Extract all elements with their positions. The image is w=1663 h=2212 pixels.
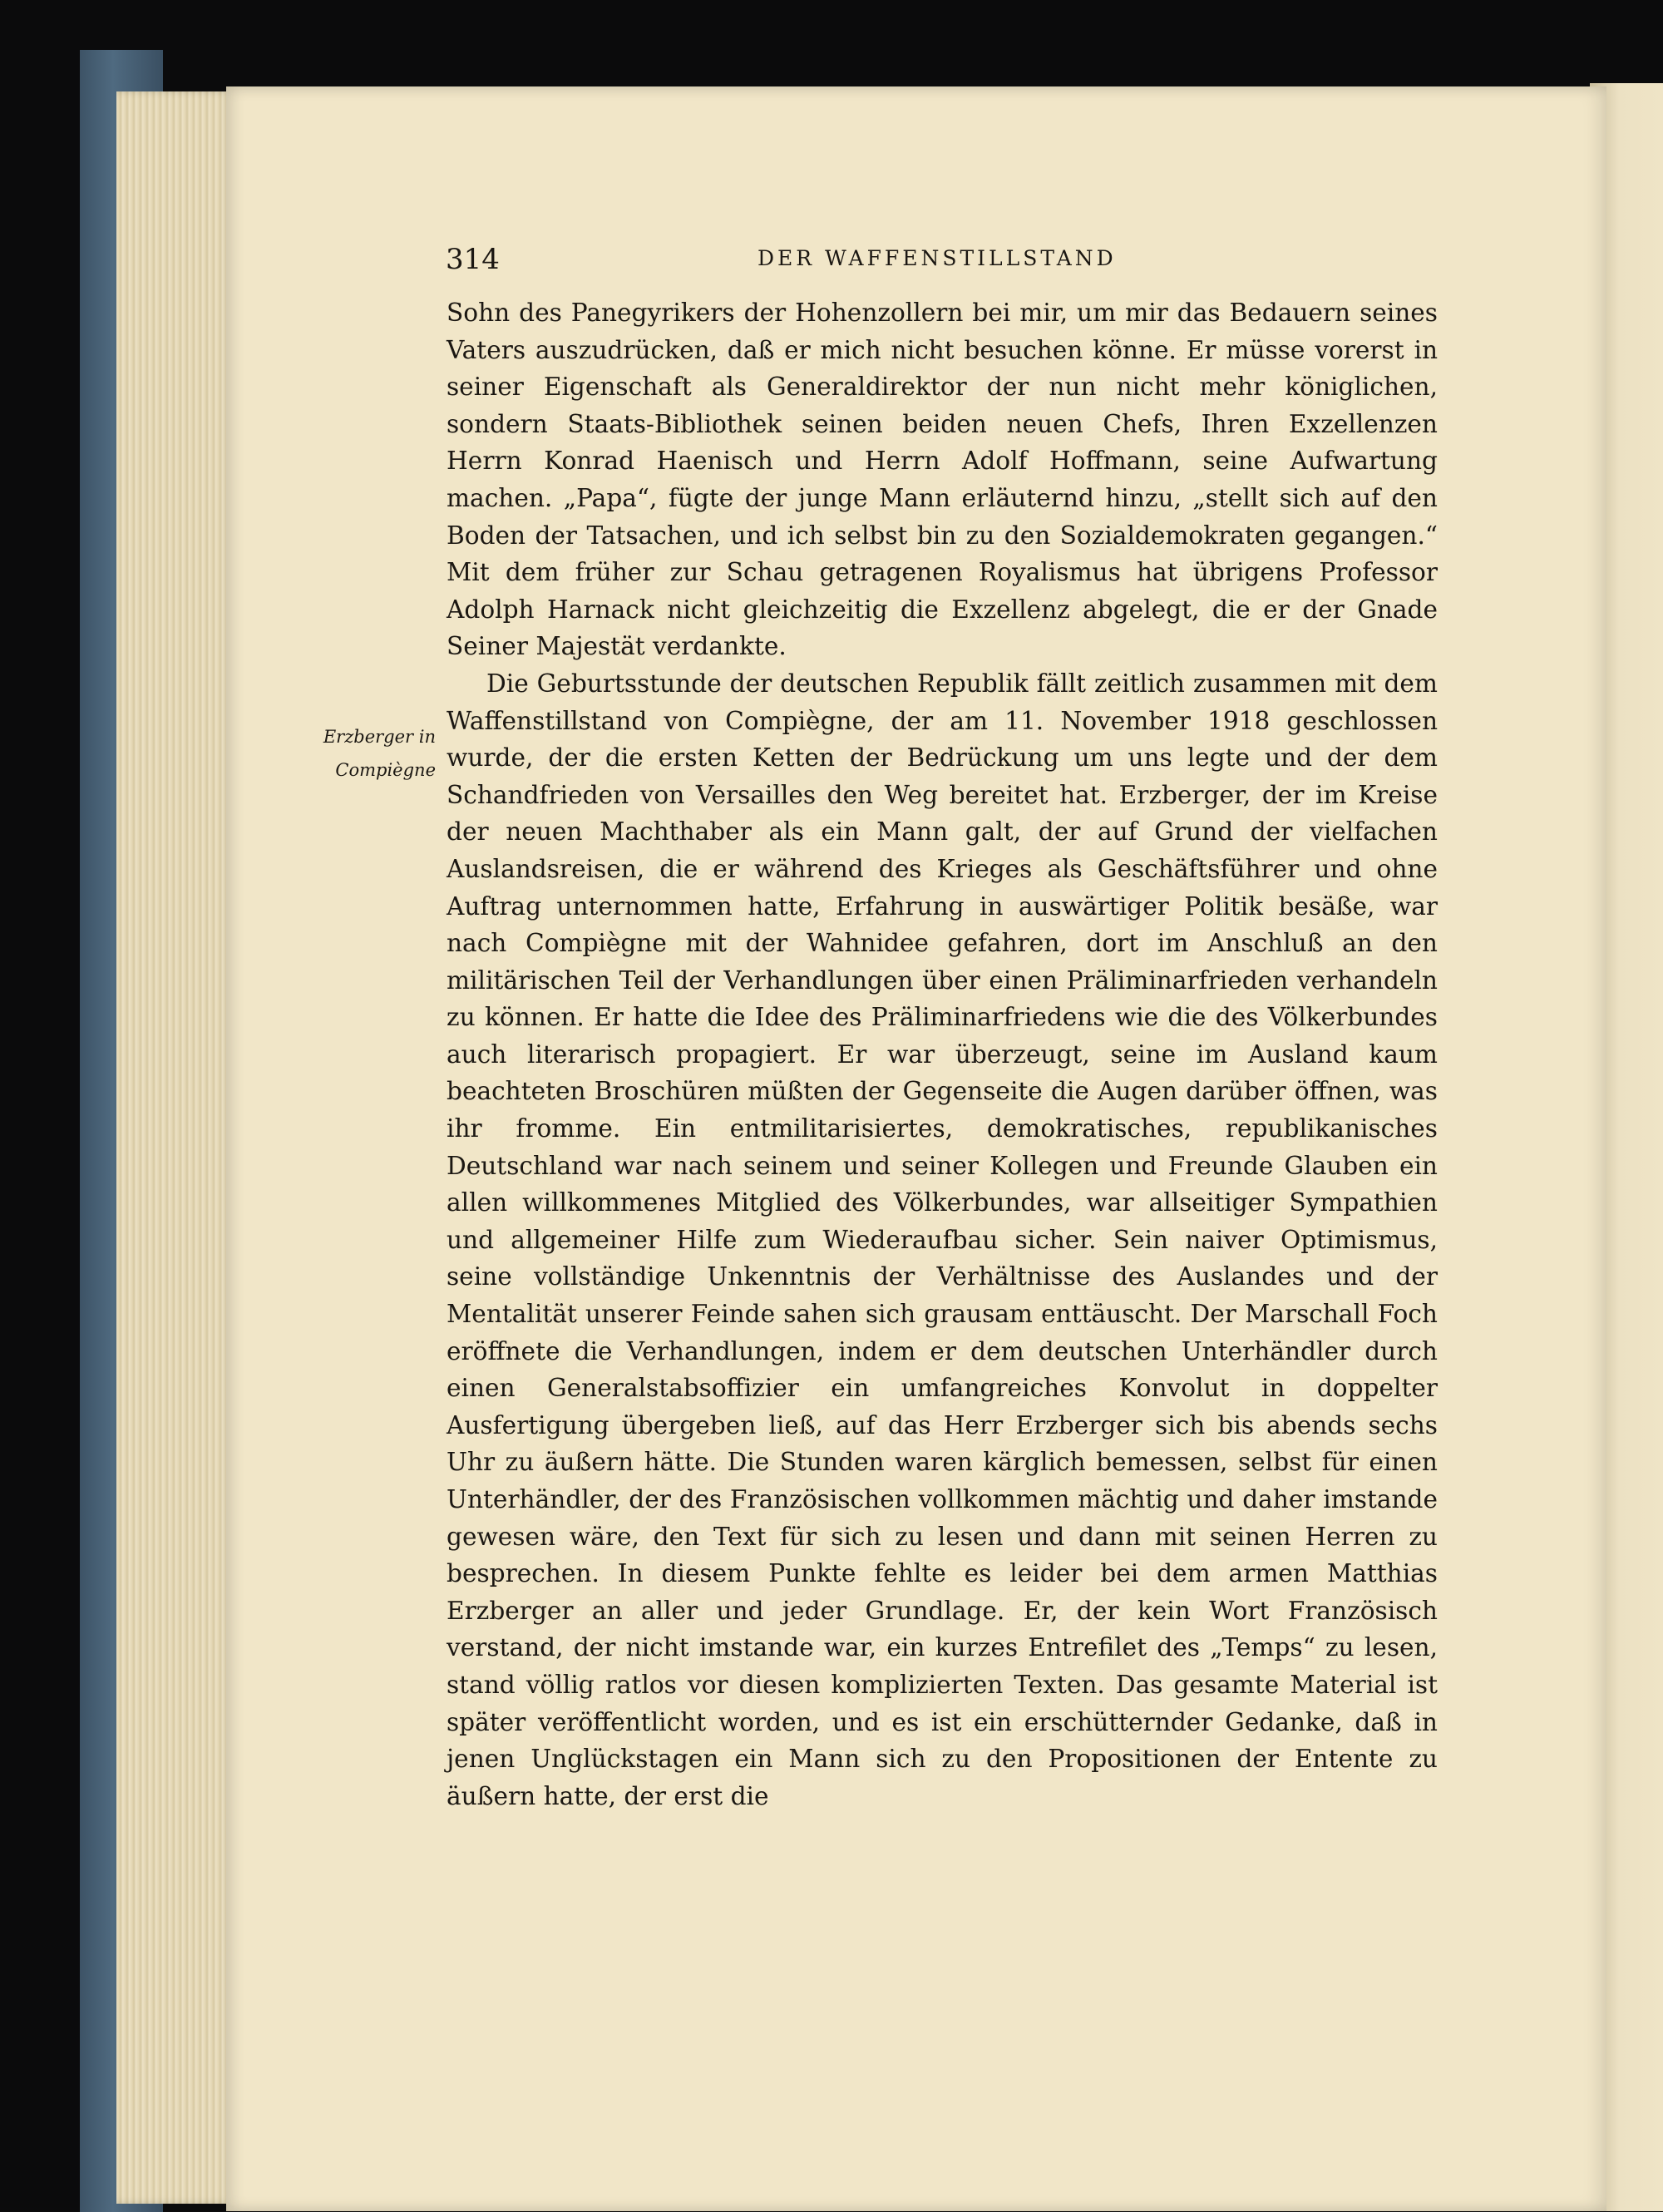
page-number: 314 bbox=[446, 243, 500, 276]
body-text bbox=[447, 294, 1438, 1815]
paragraph-1: Sohn des Panegyrikers der Hohenzollern bei mir, um mir das Bedauern seines Vaters auszudrücken, daß er mich nicht besuchen könne. Er müsse vorerst in seiner Eigenschaft als Generaldirektor der nun nicht mehr königlichen, sondern Staats-Bibliothek seinen beiden neuen Chefs, Ihren Exzellenzen Herrn Konrad Haenisch und Herrn Adolf Hoffmann, seine Aufwartung machen. „Papa“, fügte der junge Mann erläuternd hinzu, „stellt sich auf den Boden der Tatsachen, und ich selbst bin zu den Sozialdemokraten gegangen.“ Mit dem früher zur Schau getragenen Royalismus hat übrigens Professor Adolph Harnack nicht gleichzeitig die Exzellenz abgelegt, die er der Gnade Seiner Majestät verdankte. bbox=[447, 299, 1438, 661]
marginal-note bbox=[264, 720, 436, 787]
marginal-note-line-2: Compiègne bbox=[335, 760, 436, 780]
marginal-note-line-1: Erzberger in bbox=[323, 727, 436, 747]
paragraph-2: Die Geburtsstunde der deutschen Republik fällt zeitlich zusammen mit dem Waffenstillstand von Compiègne, der am 11. November 1918 geschlossen wurde, der die ersten Ketten der Bedrückung um uns legte und der dem Schandfrieden von Versailles den Weg bereitet hat. Erzberger, der im Kreise der neuen Machthaber als ein Mann galt, der auf Grund der vielfachen Auslandsreisen, die er während des Krieges als Geschäftsführer und ohne Auftrag unternommen hatte, Erfahrung in auswärtiger Politik besäße, war nach Compiègne mit der Wahnidee gefahren, dort im Anschluß an den militärischen Teil der Verhandlungen über einen Präliminarfrieden verhandeln zu können. Er hatte die Idee des Präliminarfriedens wie die des Völkerbundes auch literarisch propagiert. Er war überzeugt, seine im Ausland kaum beachteten Broschüren müßten der Gegenseite die Augen darüber öffnen, was ihr fromme. Ein entmilitarisiertes, demokratisches, republikanisches Deutschland war nach seinem und seiner Kollegen und Freunde Glauben ein allen willkommenes Mitglied des Völkerbundes, war allseitiger Sympathien und allgemeiner Hilfe zum Wiederaufbau sicher. Sein naiver Optimismus, seine vollständige Unkenntnis der Verhältnisse des Auslandes und der Mentalität unserer Feinde sahen sich grausam enttäuscht. Der Marschall Foch eröffnete die Verhandlungen, indem er dem deutschen Unterhändler durch einen Generalstabsoffizier ein umfangreiches Konvolut in doppelter Ausfertigung übergeben ließ, auf das Herr Erzberger sich bis abends sechs Uhr zu äußern hätte. Die Stunden waren kärglich bemessen, selbst für einen Unterhändler, der des Französischen vollkommen mächtig und daher imstande gewesen wäre, den Text für sich zu lesen und dann mit seinen Herren zu besprechen. In diesem Punkte fehlte es leider bei dem armen Matthias Erzberger an aller und jeder Grundlage. Er, der kein Wort Französisch verstand, der nicht imstande war, ein kurzes Entrefilet des „Temps“ zu lesen, stand völlig ratlos vor diesen komplizierten Texten. Das gesamte Material ist später veröffentlicht worden, und es ist ein erschütternder Gedanke, daß in jenen Unglückstagen ein Mann sich zu den Propositionen der Entente zu äußern hatte, der erst die bbox=[447, 669, 1438, 1810]
page-header bbox=[446, 243, 1443, 284]
running-title: DER WAFFENSTILLSTAND bbox=[757, 246, 1117, 270]
page-edges bbox=[116, 91, 233, 2204]
